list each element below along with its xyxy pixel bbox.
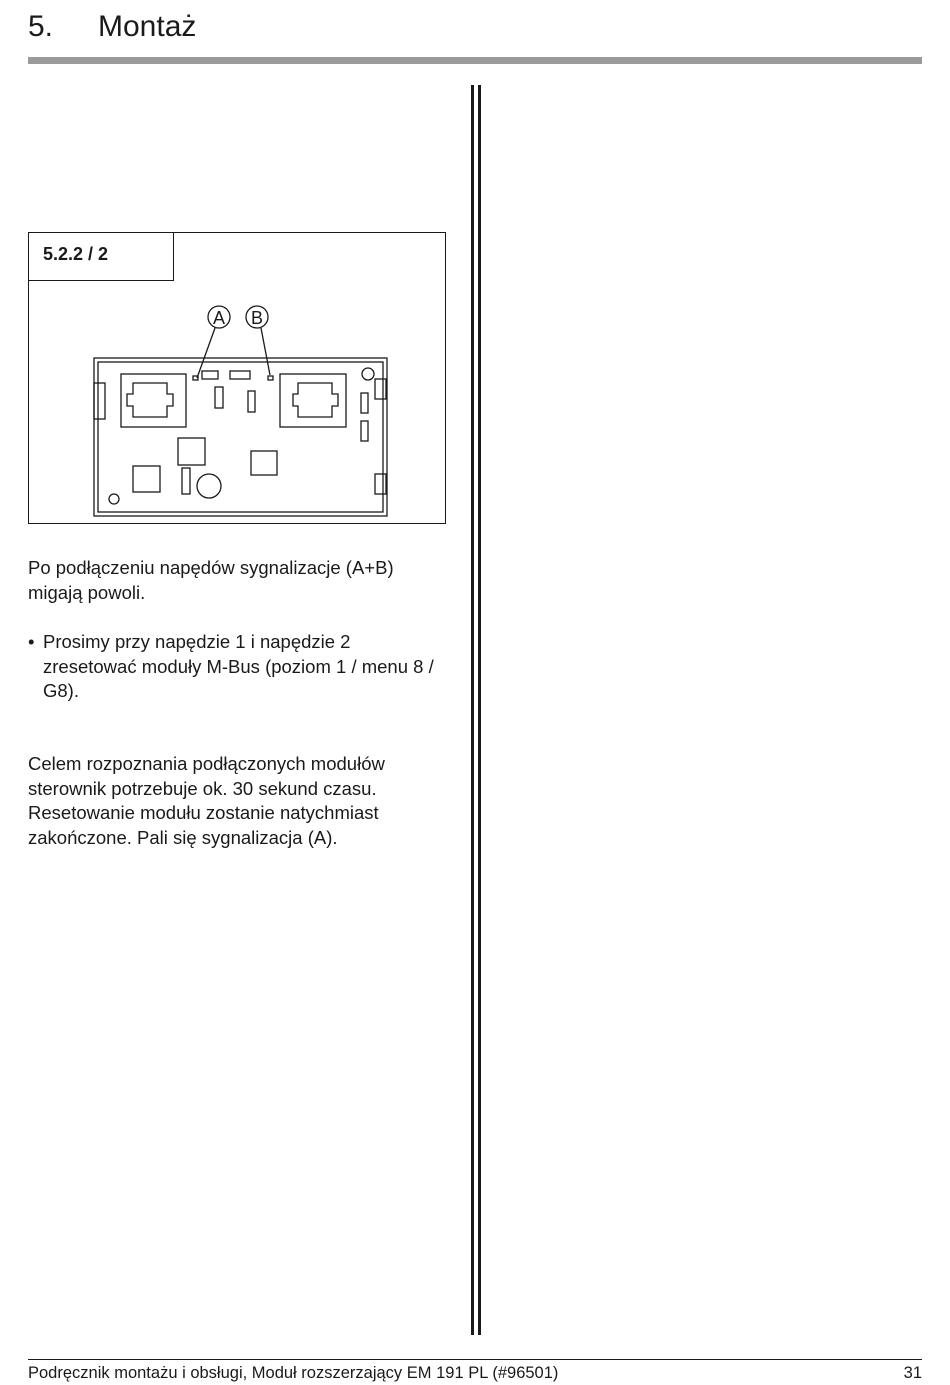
figure-label: 5.2.2 / 2 [43,244,109,264]
bullet-text: Prosimy przy napędzie 1 i napędzie 2 zresetować moduły M-Bus (poziom 1 / menu 8 / G8). [43,631,434,701]
figure-box [28,232,446,524]
paragraph-recognition: Celem rozpoznania podłączonych modułów sterownik potrzebuje ok. 30 sekund czasu. Resetowanie modułu zostanie natychmiast zakończone. Pali się sygnalizacja (A). [28,753,385,848]
column-divider-left [471,85,474,1335]
page-number: 31 [903,1364,922,1382]
header-rule [28,57,922,64]
callout-a-label: A [212,308,226,328]
footer-text: Podręcznik montażu i obsługi, Moduł rozszerzający EM 191 PL (#96501) [28,1364,559,1382]
callout-b-label: B [250,308,264,328]
bullet-dot-icon: • [28,631,35,652]
chapter-title: Montaż [98,10,197,43]
column-divider-right [478,85,481,1335]
paragraph-signalization: Po podłączeniu napędów sygnalizacje (A+B) migają powoli. [28,557,394,603]
footer-rule [28,1359,922,1360]
callout-labels [29,233,447,525]
chapter-number: 5. [28,10,54,43]
